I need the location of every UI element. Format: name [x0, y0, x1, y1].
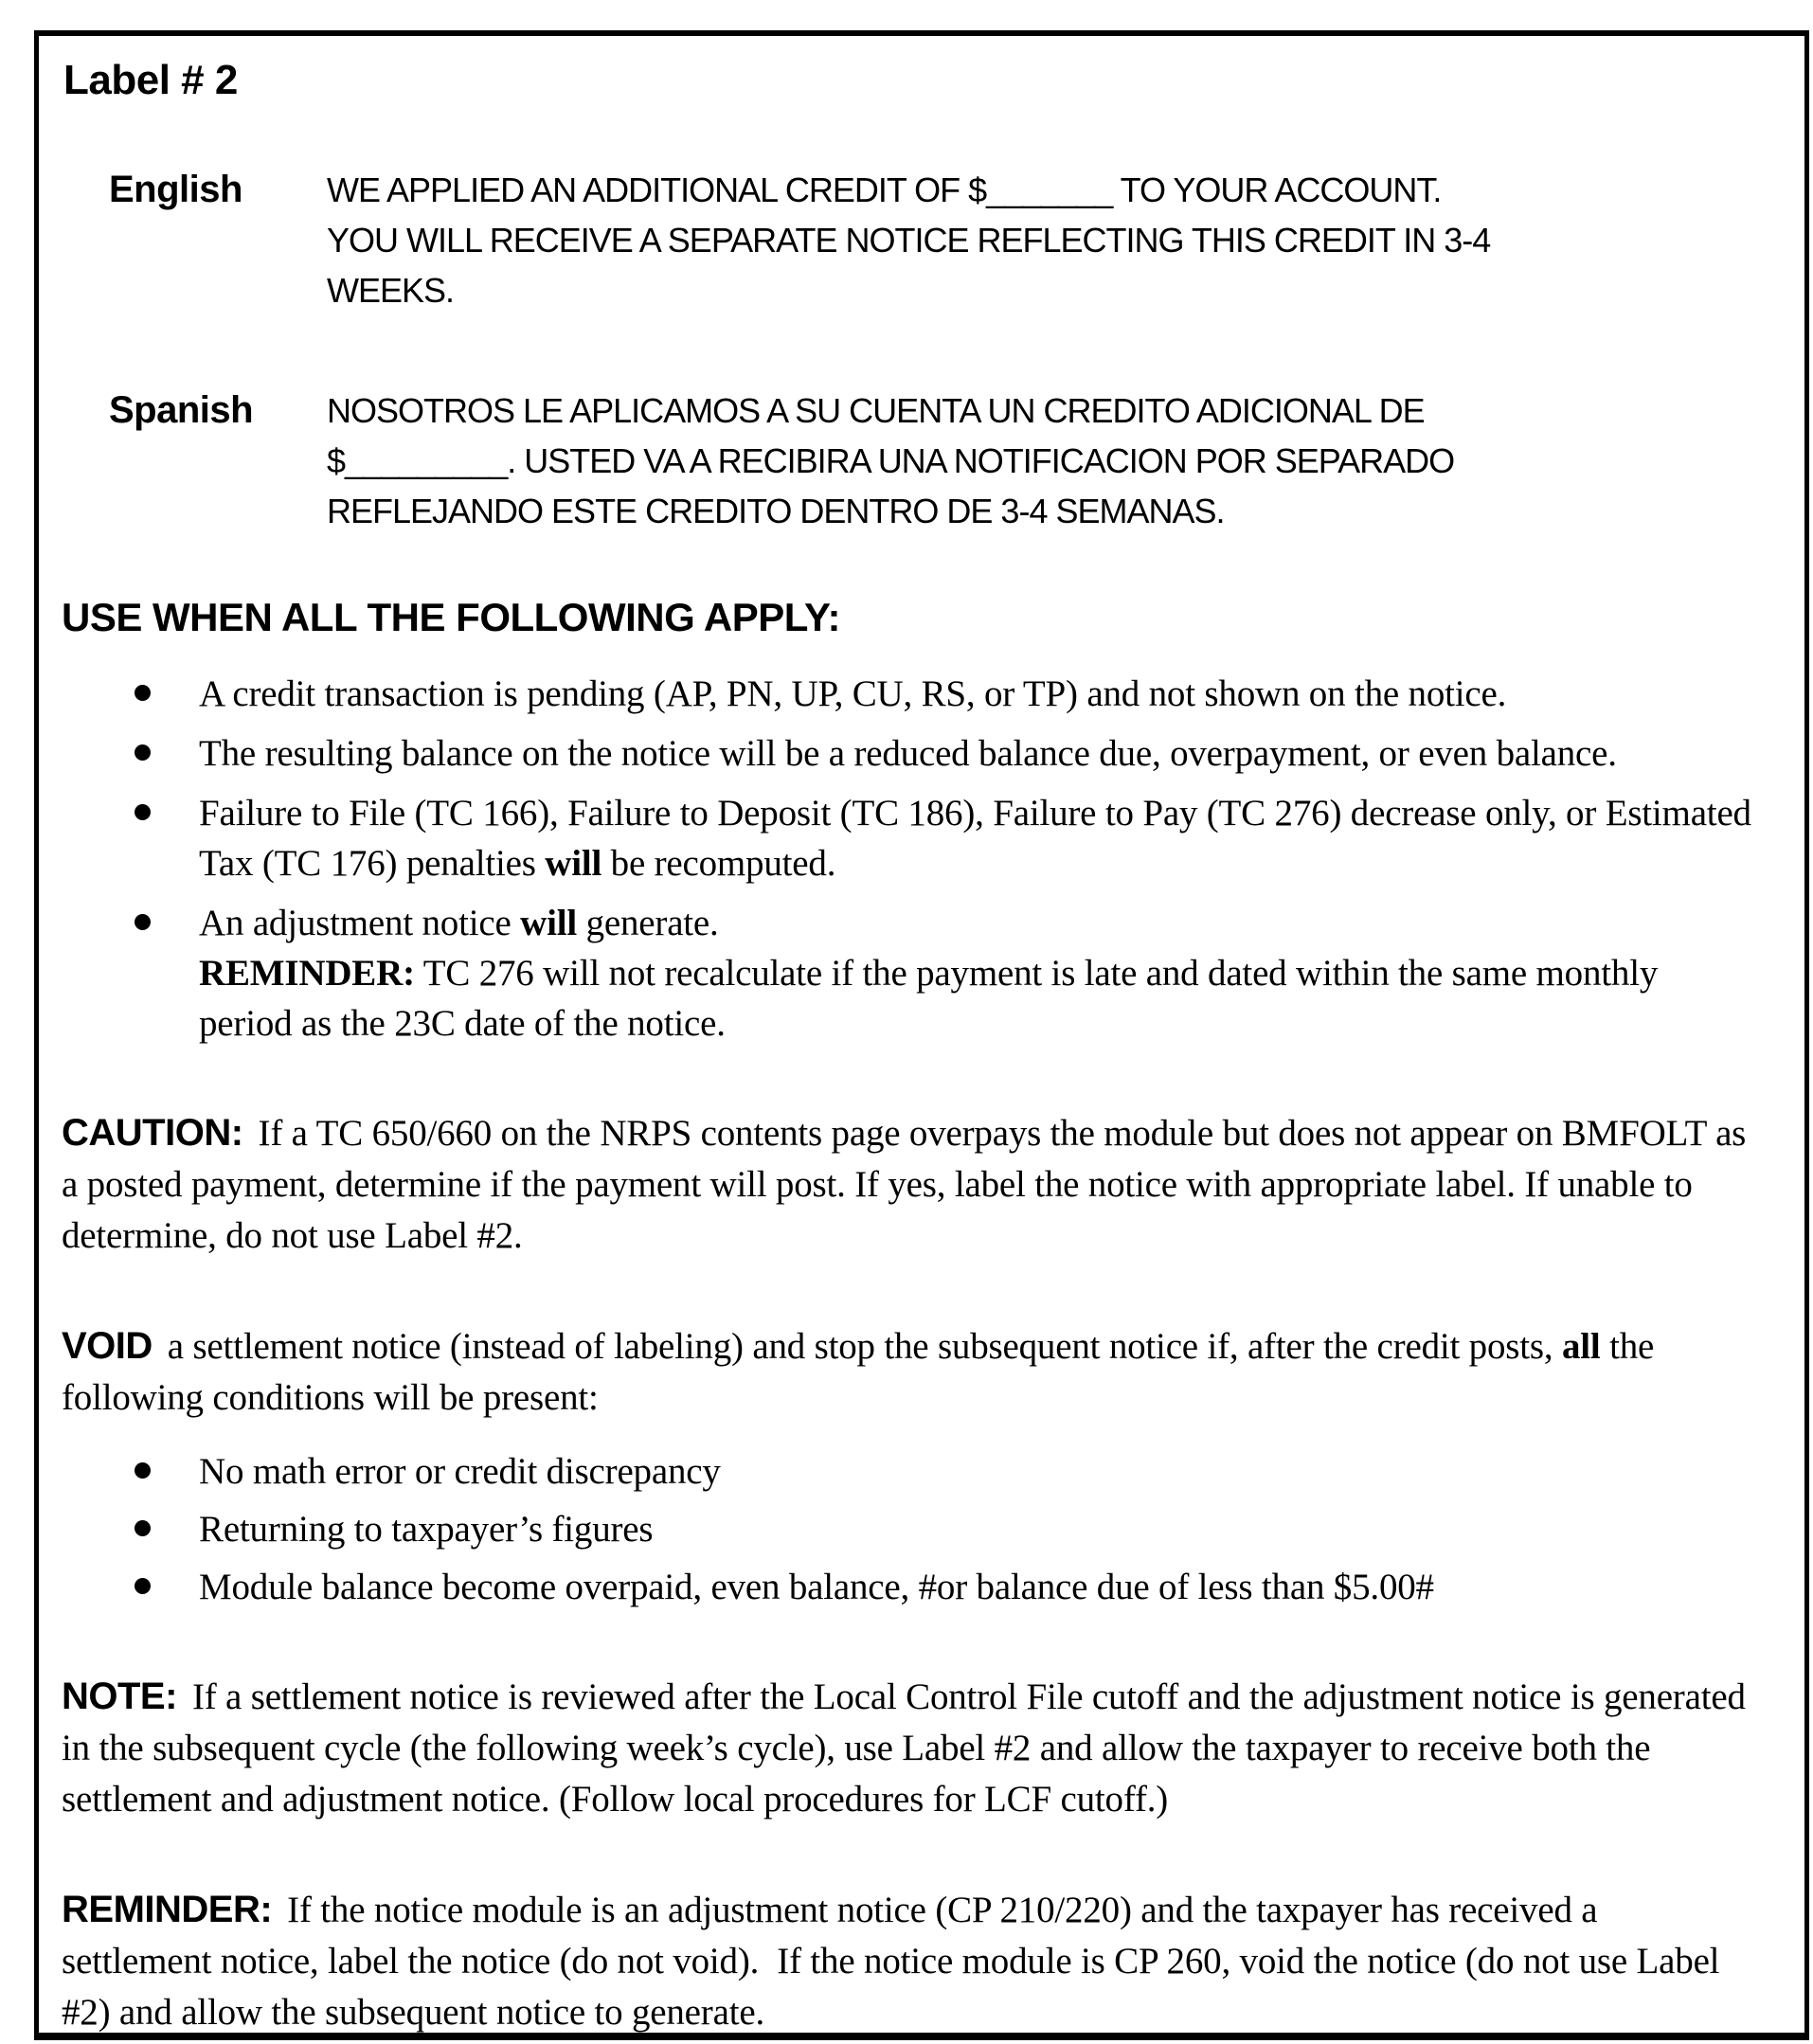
- bullet-icon: [135, 1462, 151, 1479]
- bullet-text: An adjustment notice will generate.: [199, 903, 719, 943]
- list-item: [62, 728, 1751, 779]
- bullet-text: A credit transaction is pending (AP, PN, UP, CU, RS, or TP) and not shown on the notice.: [199, 673, 1507, 714]
- spanish-text-line: $_________. USTED VA A RECIBIRA UNA NOTIFICACION POR SEPARADO: [327, 441, 1455, 480]
- note-paragraph: [62, 1671, 1751, 1825]
- reminder-paragraph: [62, 1884, 1751, 2038]
- bullet-icon: [135, 685, 151, 701]
- bullet-text: Failure to File (TC 166), Failure to Deposit (TC 186), Failure to Pay (TC 276) decrease only, or Estimated Tax (TC 176) penalties will be recomputed.: [199, 793, 1751, 884]
- bullet-icon: [135, 914, 151, 930]
- bullet-text: Returning to taxpayer’s figures: [199, 1509, 654, 1550]
- bullet-icon: [135, 744, 151, 761]
- bullet-icon: [135, 1520, 151, 1536]
- void-paragraph: [62, 1320, 1751, 1424]
- void-conditions-list: [62, 1446, 1751, 1612]
- english-label: English: [109, 169, 242, 210]
- reminder-text: If the notice module is an adjustment notice (CP 210/220) and the taxpayer has received a settlement notice, label the notice (do not void). If the notice module is CP 260, void the notice (do not use Label #2) and allow the subsequent notice to generate.: [62, 1890, 1720, 2033]
- use-when-list: [62, 669, 1751, 1049]
- list-item: [62, 898, 1751, 1049]
- note-text: If a settlement notice is reviewed after the Local Control File cutoff and the adjustment notice is generated in the subsequent cycle (the following week’s cycle), use Label #2 and allow the taxpayer to receive both the settlement and adjustment notice. (Follow local procedures for LCF cutoff.): [62, 1676, 1746, 1820]
- english-text-line: YOU WILL RECEIVE A SEPARATE NOTICE REFLECTING THIS CREDIT IN 3-4: [327, 221, 1491, 260]
- list-item: [62, 1562, 1751, 1612]
- english-text-line: WE APPLIED AN ADDITIONAL CREDIT OF $_______ TO YOUR ACCOUNT.: [327, 170, 1442, 209]
- bullet-icon: [135, 1578, 151, 1594]
- bullet-text: The resulting balance on the notice will be a reduced balance due, overpayment, or even balance.: [199, 733, 1617, 774]
- list-item: [62, 788, 1751, 888]
- list-item: [62, 1446, 1751, 1497]
- note-label: NOTE:: [62, 1676, 177, 1717]
- use-when-heading: USE WHEN ALL THE FOLLOWING APPLY:: [62, 595, 840, 639]
- reminder-label: REMINDER:: [62, 1889, 273, 1930]
- document-page: [34, 30, 1809, 2040]
- page-title: Label # 2: [63, 57, 238, 103]
- spanish-text-line: NOSOTROS LE APLICAMOS A SU CUENTA UN CREDITO ADICIONAL DE: [327, 391, 1425, 430]
- void-label: VOID: [62, 1325, 153, 1367]
- english-row: [62, 165, 1751, 315]
- english-text-line: WEEKS.: [327, 271, 455, 310]
- bullet-icon: [135, 804, 151, 820]
- english-text: [327, 165, 1490, 315]
- caution-paragraph: [62, 1107, 1751, 1262]
- caution-text: If a TC 650/660 on the NRPS contents page overpays the module but does not appear on BMFOLT as a posted payment, determine if the payment will post. If yes, label the notice with appropriate label. If unable to determine, do not use Label #2.: [62, 1113, 1747, 1256]
- spanish-row: [62, 385, 1751, 536]
- caution-label: CAUTION:: [62, 1112, 243, 1154]
- bullet-reminder-text: REMINDER: TC 276 will not recalculate if the payment is late and dated within the same monthly period as the 23C date of the notice.: [199, 953, 1659, 1044]
- spanish-label: Spanish: [109, 389, 254, 431]
- spanish-text: [327, 385, 1454, 536]
- bullet-text: Module balance become overpaid, even balance, #or balance due of less than $5.00#: [199, 1567, 1434, 1607]
- bullet-text: No math error or credit discrepancy: [199, 1451, 721, 1492]
- void-text: a settlement notice (instead of labeling) and stop the subsequent notice if, after the credit posts, all the following conditions will be present:: [62, 1326, 1655, 1418]
- list-item: [62, 1504, 1751, 1554]
- list-item: [62, 669, 1751, 719]
- spanish-text-line: REFLEJANDO ESTE CREDITO DENTRO DE 3-4 SEMANAS.: [327, 492, 1225, 530]
